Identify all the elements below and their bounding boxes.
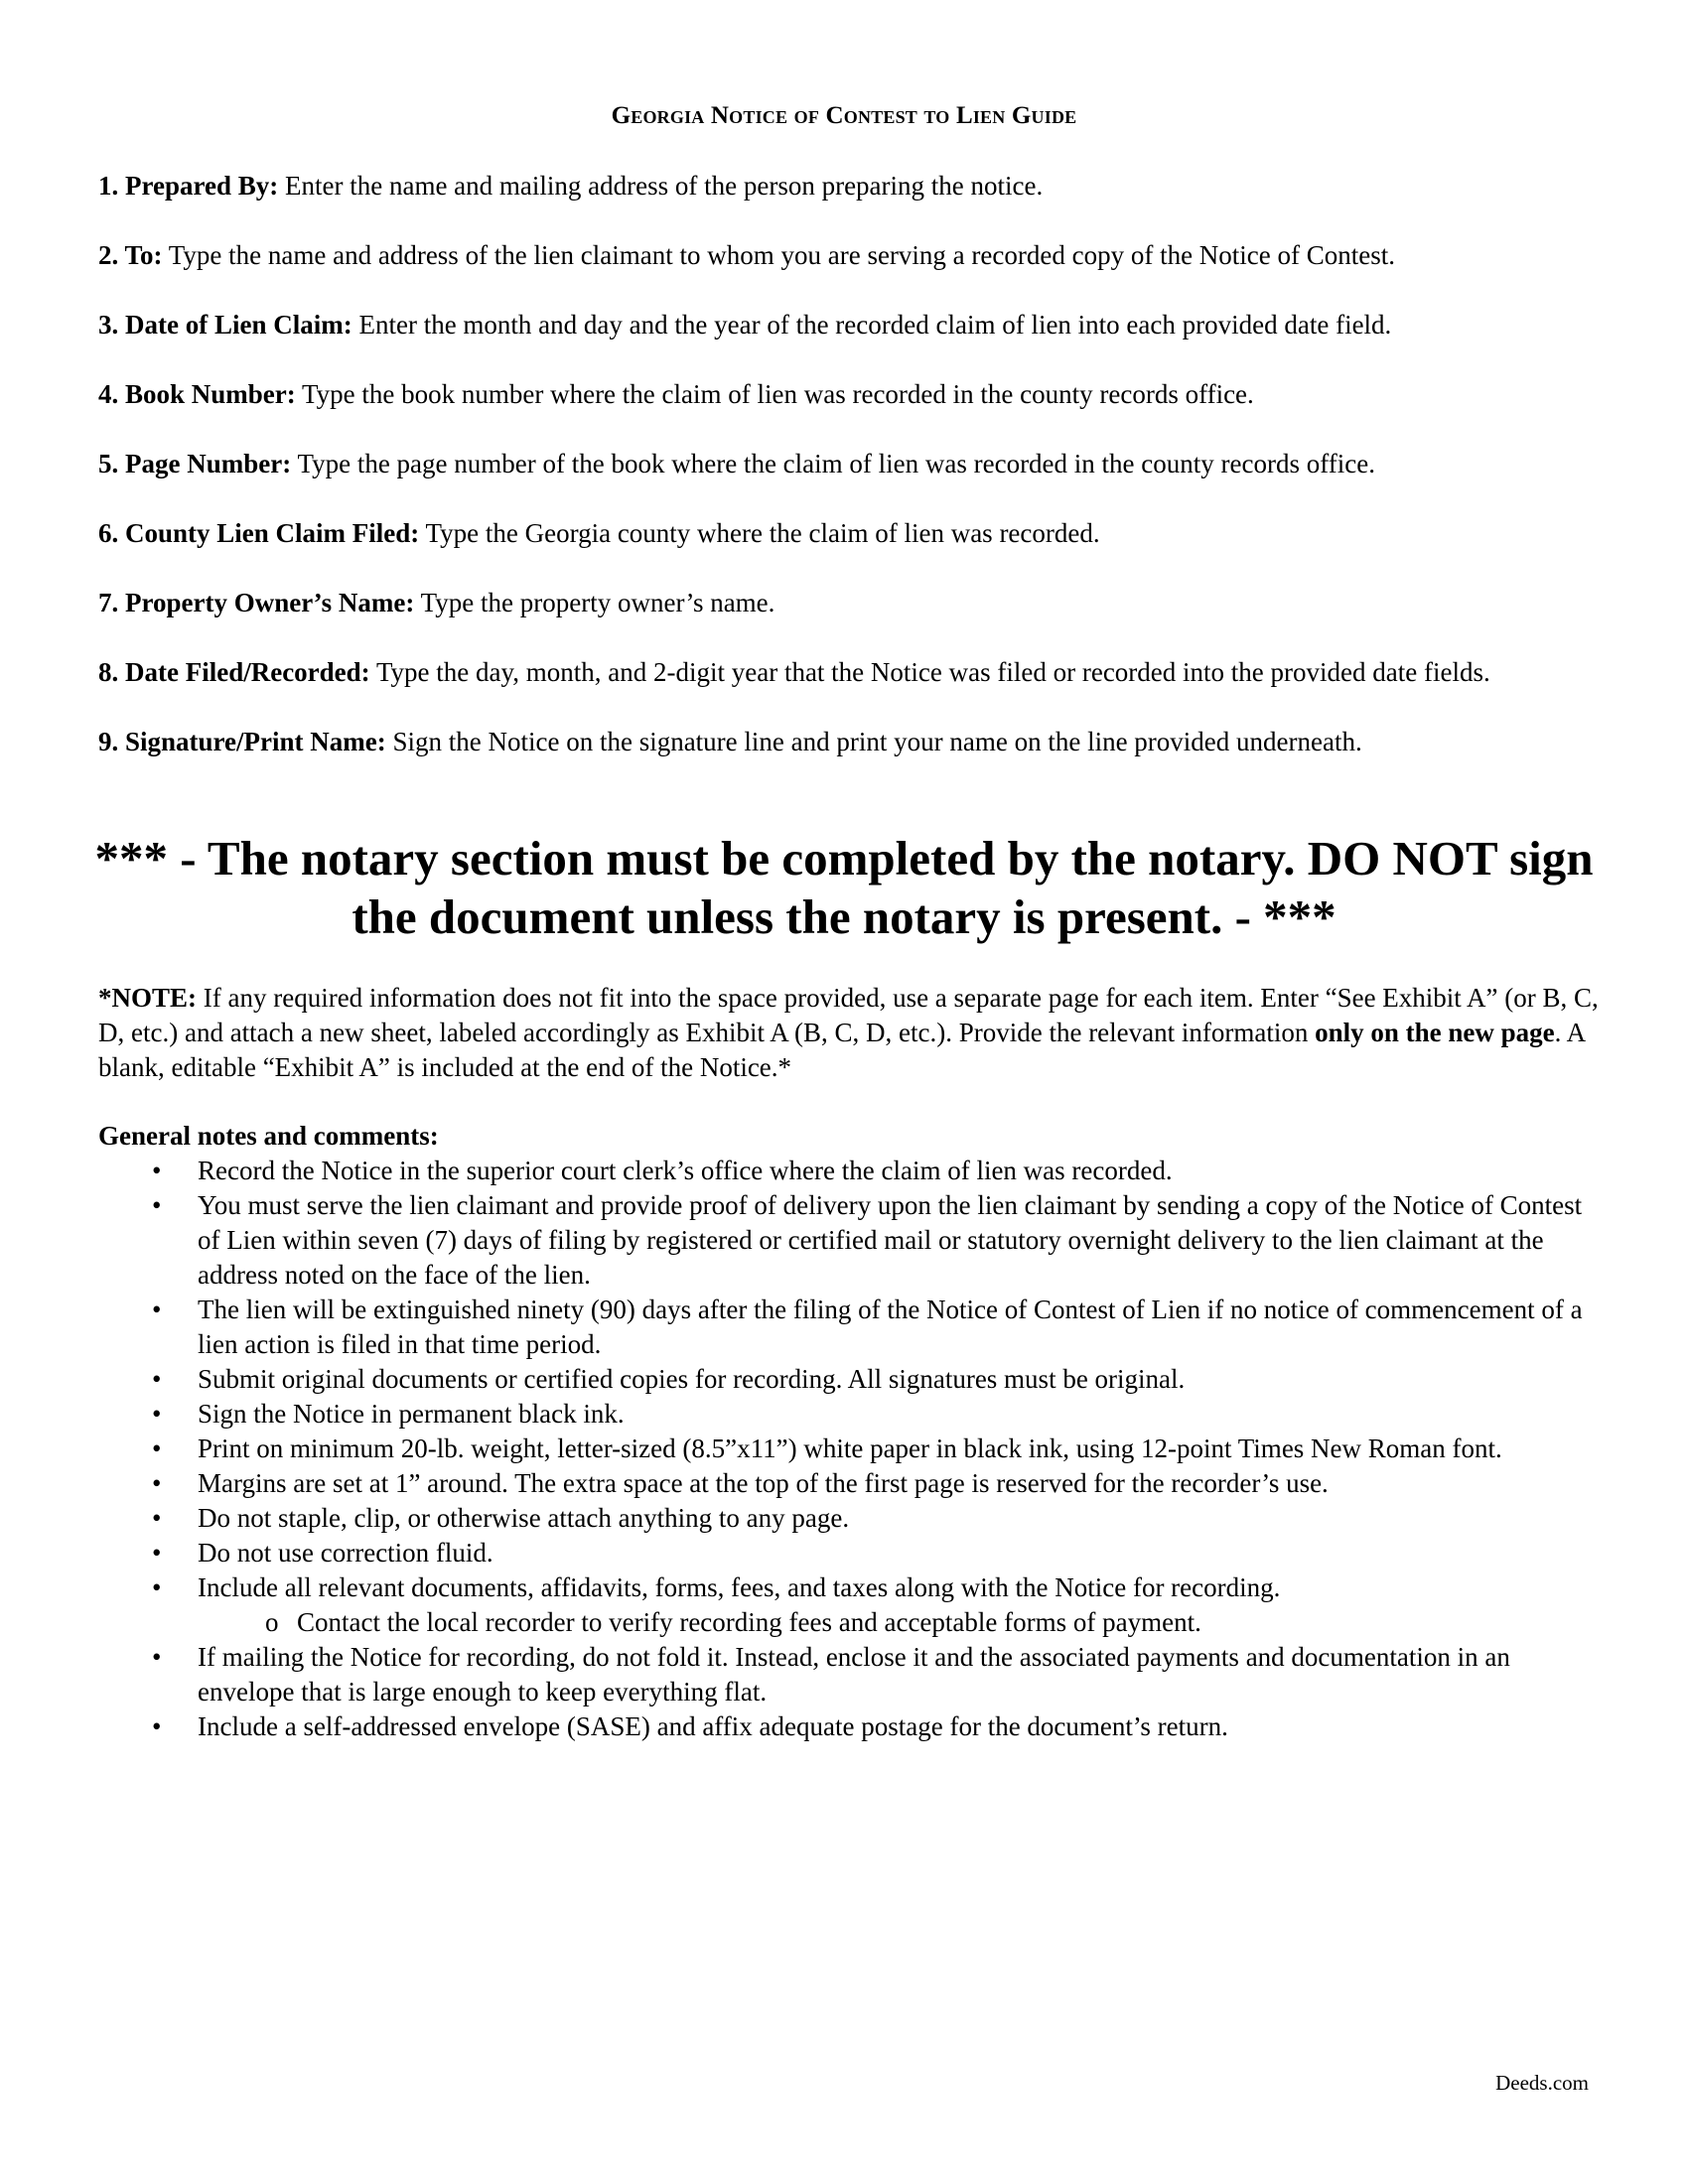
bullet-text: The lien will be extinguished ninety (90) days after the filing of the Notice of Contest of Lien if no notice of commencement of a lien action is filed in that time period. bbox=[198, 1295, 1583, 1359]
bullet-text: Do not use correction fluid. bbox=[198, 1538, 493, 1568]
bullet-icon: • bbox=[152, 1399, 162, 1429]
instruction-text: Type the book number where the claim of lien was recorded in the county records office. bbox=[295, 379, 1254, 409]
list-item bbox=[98, 1432, 1608, 1466]
instruction-item bbox=[98, 169, 1608, 204]
instruction-text: Enter the month and day and the year of the recorded claim of lien into each provided date field. bbox=[352, 310, 1392, 340]
bullet-text: If mailing the Notice for recording, do not fold it. Instead, enclose it and the associated payments and documentation in an envelope that is large enough to keep everything flat. bbox=[198, 1642, 1510, 1706]
instruction-label: 7. Property Owner’s Name: bbox=[98, 588, 415, 617]
instruction-item bbox=[98, 308, 1608, 342]
instruction-item bbox=[98, 516, 1608, 551]
document-title: Georgia Notice of Contest to Lien Guide bbox=[611, 102, 1077, 129]
list-item bbox=[98, 1536, 1608, 1570]
instruction-text: Type the name and address of the lien claimant to whom you are serving a recorded copy of the Notice of Contest. bbox=[162, 240, 1396, 270]
note-label: *NOTE: bbox=[98, 983, 198, 1013]
general-notes bbox=[98, 1119, 1608, 1744]
bullet-icon: • bbox=[152, 1468, 162, 1498]
bullet-icon: • bbox=[152, 1156, 162, 1185]
bullet-text: Margins are set at 1” around. The extra space at the top of the first page is reserved for the recorder’s use. bbox=[198, 1468, 1329, 1498]
instruction-item bbox=[98, 238, 1608, 273]
instruction-text: Enter the name and mailing address of the person preparing the notice. bbox=[278, 171, 1044, 201]
instruction-text: Type the Georgia county where the claim of lien was recorded. bbox=[419, 518, 1100, 548]
sub-bullet-icon: o bbox=[265, 1607, 279, 1637]
instruction-text: Type the day, month, and 2-digit year that the Notice was filed or recorded into the provided date fields. bbox=[369, 657, 1490, 687]
general-notes-list bbox=[98, 1154, 1608, 1605]
bullet-icon: • bbox=[152, 1711, 162, 1741]
bullet-text: Include all relevant documents, affidavits, forms, fees, and taxes along with the Notice for recording. bbox=[198, 1572, 1281, 1602]
footer-source: Deeds.com bbox=[1495, 2071, 1589, 2095]
list-item bbox=[98, 1188, 1608, 1293]
note-text-end: . A blank, editable “Exhibit A” is included at the end of the Notice.* bbox=[98, 1018, 1585, 1082]
instruction-text: Type the page number of the book where the claim of lien was recorded in the county records office. bbox=[291, 449, 1375, 478]
bullet-text: Do not staple, clip, or otherwise attach anything to any page. bbox=[198, 1503, 850, 1533]
bullet-text: Print on minimum 20-lb. weight, letter-sized (8.5”x11”) white paper in black ink, using 12-point Times New Roman font. bbox=[198, 1433, 1502, 1463]
list-item bbox=[98, 1397, 1608, 1432]
list-item bbox=[98, 1154, 1608, 1188]
list-item bbox=[98, 1362, 1608, 1397]
bullet-text: Include a self-addressed envelope (SASE) and affix adequate postage for the document’s return. bbox=[198, 1711, 1228, 1741]
instruction-label: 5. Page Number: bbox=[98, 449, 292, 478]
bullet-icon: • bbox=[152, 1295, 162, 1324]
instruction-label: 3. Date of Lien Claim: bbox=[98, 310, 352, 340]
bullet-text: Sign the Notice in permanent black ink. bbox=[198, 1399, 625, 1429]
instruction-label: 4. Book Number: bbox=[98, 379, 296, 409]
note-emphasis: only on the new page bbox=[1315, 1018, 1555, 1047]
general-notes-list-continued bbox=[98, 1640, 1608, 1744]
list-item bbox=[98, 1501, 1608, 1536]
bullet-icon: • bbox=[152, 1433, 162, 1463]
sub-list-item bbox=[98, 1605, 1608, 1640]
instruction-item bbox=[98, 377, 1608, 412]
bullet-icon: • bbox=[152, 1503, 162, 1533]
list-item bbox=[98, 1466, 1608, 1501]
note-paragraph bbox=[98, 981, 1608, 1085]
instruction-text: Sign the Notice on the signature line and print your name on the line provided underneath. bbox=[385, 727, 1362, 756]
bullet-icon: • bbox=[152, 1572, 162, 1602]
list-item bbox=[98, 1293, 1608, 1362]
bullet-icon: • bbox=[152, 1538, 162, 1568]
bullet-text: Submit original documents or certified copies for recording. All signatures must be original. bbox=[198, 1364, 1186, 1394]
instruction-item bbox=[98, 447, 1608, 481]
bullet-icon: • bbox=[152, 1364, 162, 1394]
instruction-label: 6. County Lien Claim Filed: bbox=[98, 518, 420, 548]
instruction-item bbox=[98, 655, 1608, 690]
list-item bbox=[98, 1640, 1608, 1709]
instruction-text: Type the property owner’s name. bbox=[414, 588, 775, 617]
bullet-icon: • bbox=[152, 1190, 162, 1220]
bullet-text: Record the Notice in the superior court clerk’s office where the claim of lien was recorded. bbox=[198, 1156, 1173, 1185]
instruction-label: 2. To: bbox=[98, 240, 163, 270]
instruction-label: 8. Date Filed/Recorded: bbox=[98, 657, 370, 687]
bullet-icon: • bbox=[152, 1642, 162, 1672]
instruction-list bbox=[98, 169, 1608, 794]
note-text: If any required information does not fit into the space provided, use a separate page for each item. Enter “See Exhibit A” (or B, C, D, etc.) and attach a new sheet, labeled accordingly as Exhibit A (B, C, D, etc.). Provide the relevant information bbox=[98, 983, 1599, 1047]
general-notes-heading: General notes and comments: bbox=[98, 1121, 439, 1151]
sub-bullet-text: Contact the local recorder to verify recording fees and acceptable forms of payment. bbox=[297, 1607, 1201, 1637]
list-item bbox=[98, 1709, 1608, 1744]
notary-warning: *** - The notary section must be completed by the notary. DO NOT sign the document unless the notary is present. - *** bbox=[94, 831, 1594, 944]
list-item bbox=[98, 1570, 1608, 1605]
instruction-label: 9. Signature/Print Name: bbox=[98, 727, 386, 756]
instruction-item bbox=[98, 586, 1608, 620]
instruction-item bbox=[98, 725, 1608, 759]
bullet-text: You must serve the lien claimant and provide proof of delivery upon the lien claimant by sending a copy of the Notice of Contest of Lien within seven (7) days of filing by registered or certified mail or statutory overnight delivery to the lien claimant at the address noted on the face of the lien. bbox=[198, 1190, 1583, 1290]
instruction-label: 1. Prepared By: bbox=[98, 171, 279, 201]
